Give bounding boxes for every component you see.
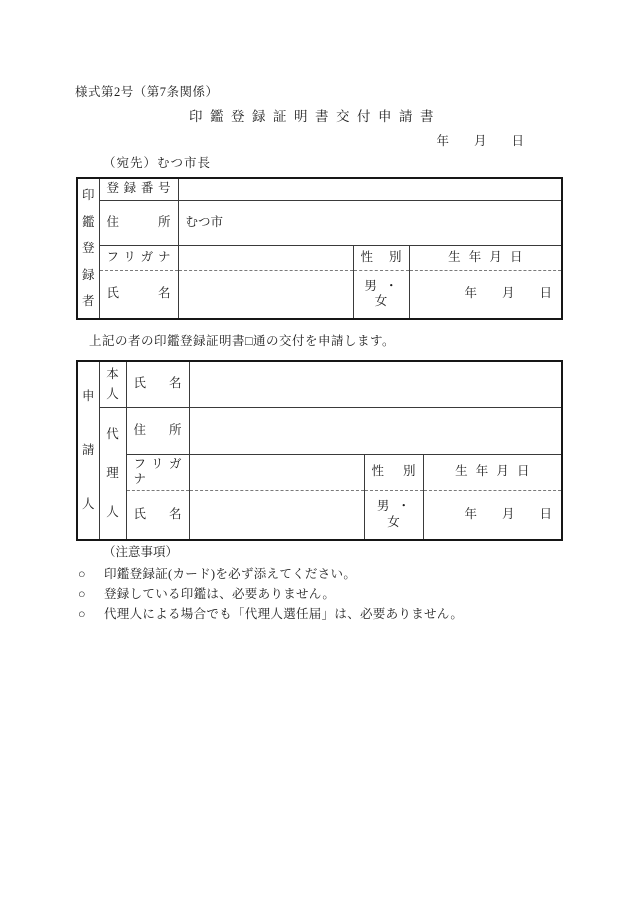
notes-section xyxy=(76,542,576,624)
circle-bullet-icon: ○ xyxy=(78,587,86,601)
agent-address-field[interactable] xyxy=(189,407,562,454)
principal-label: 本 人 xyxy=(106,367,119,401)
addressee-line: （宛先）むつ市長 xyxy=(103,156,212,170)
form-number: 様式第2号（第7条関係） xyxy=(75,85,219,99)
registrant-sex-options[interactable]: 男 ・ 女 xyxy=(353,270,409,319)
circle-bullet-icon: ○ xyxy=(78,567,86,581)
note-item xyxy=(76,584,576,604)
agent-name-field[interactable] xyxy=(189,490,364,540)
agent-address-label: 住 所 xyxy=(126,407,189,454)
registrant-furigana-label: フリガナ xyxy=(99,245,178,270)
principal-label-cell xyxy=(99,361,126,407)
agent-label-cell xyxy=(99,407,126,540)
agent-birthdate-label: 生 年 月 日 xyxy=(423,454,562,490)
registrant-address-label: 住 所 xyxy=(99,200,178,245)
agent-furigana-field[interactable] xyxy=(189,454,364,490)
registrant-table xyxy=(76,177,563,320)
agent-label: 代 理 人 xyxy=(106,427,119,519)
agent-sex-label: 性 別 xyxy=(364,454,423,490)
circle-bullet-icon: ○ xyxy=(78,607,86,621)
registrant-side-label: 印 鑑 登 録 者 xyxy=(81,188,95,309)
applicant-side-label: 申 請 人 xyxy=(81,389,95,512)
registration-number-label: 登録番号 xyxy=(99,178,178,200)
request-sentence: 上記の者の印鑑登録証明書□通の交付を申請します。 xyxy=(89,334,396,348)
principal-name-label: 氏 名 xyxy=(126,361,189,407)
agent-birthdate-field[interactable]: 年 月 日 xyxy=(423,490,562,540)
note-item xyxy=(76,564,576,584)
note-text: 登録している印鑑は、必要ありません。 xyxy=(104,587,336,601)
notes-heading: （注意事項） xyxy=(103,545,179,559)
registrant-birthdate-label: 生 年 月 日 xyxy=(409,245,562,270)
registrant-furigana-field[interactable] xyxy=(178,245,353,270)
note-item xyxy=(76,604,576,624)
registration-number-field[interactable] xyxy=(178,178,562,200)
agent-sex-options[interactable]: 男 ・ 女 xyxy=(364,490,423,540)
applicant-side-label-cell xyxy=(77,361,99,540)
registrant-name-label: 氏 名 xyxy=(99,270,178,319)
registrant-birthdate-field[interactable]: 年 月 日 xyxy=(409,270,562,319)
registrant-sex-label: 性 別 xyxy=(353,245,409,270)
note-text: 印鑑登録証(カード)を必ず添えてください。 xyxy=(104,567,357,581)
page-title: 印鑑登録証明書交付申請書 xyxy=(189,109,441,124)
agent-name-label: 氏 名 xyxy=(126,490,189,540)
date-fill-in[interactable]: 年 月 日 xyxy=(436,134,524,148)
applicant-table xyxy=(76,360,563,541)
note-text: 代理人による場合でも「代理人選任届」は、必要ありません。 xyxy=(104,607,464,621)
registrant-address-field[interactable]: むつ市 xyxy=(178,200,562,245)
principal-name-field[interactable] xyxy=(189,361,562,407)
registrant-side-label-cell xyxy=(77,178,99,319)
agent-furigana-label: フリガナ xyxy=(126,454,189,490)
registrant-name-field[interactable] xyxy=(178,270,353,319)
